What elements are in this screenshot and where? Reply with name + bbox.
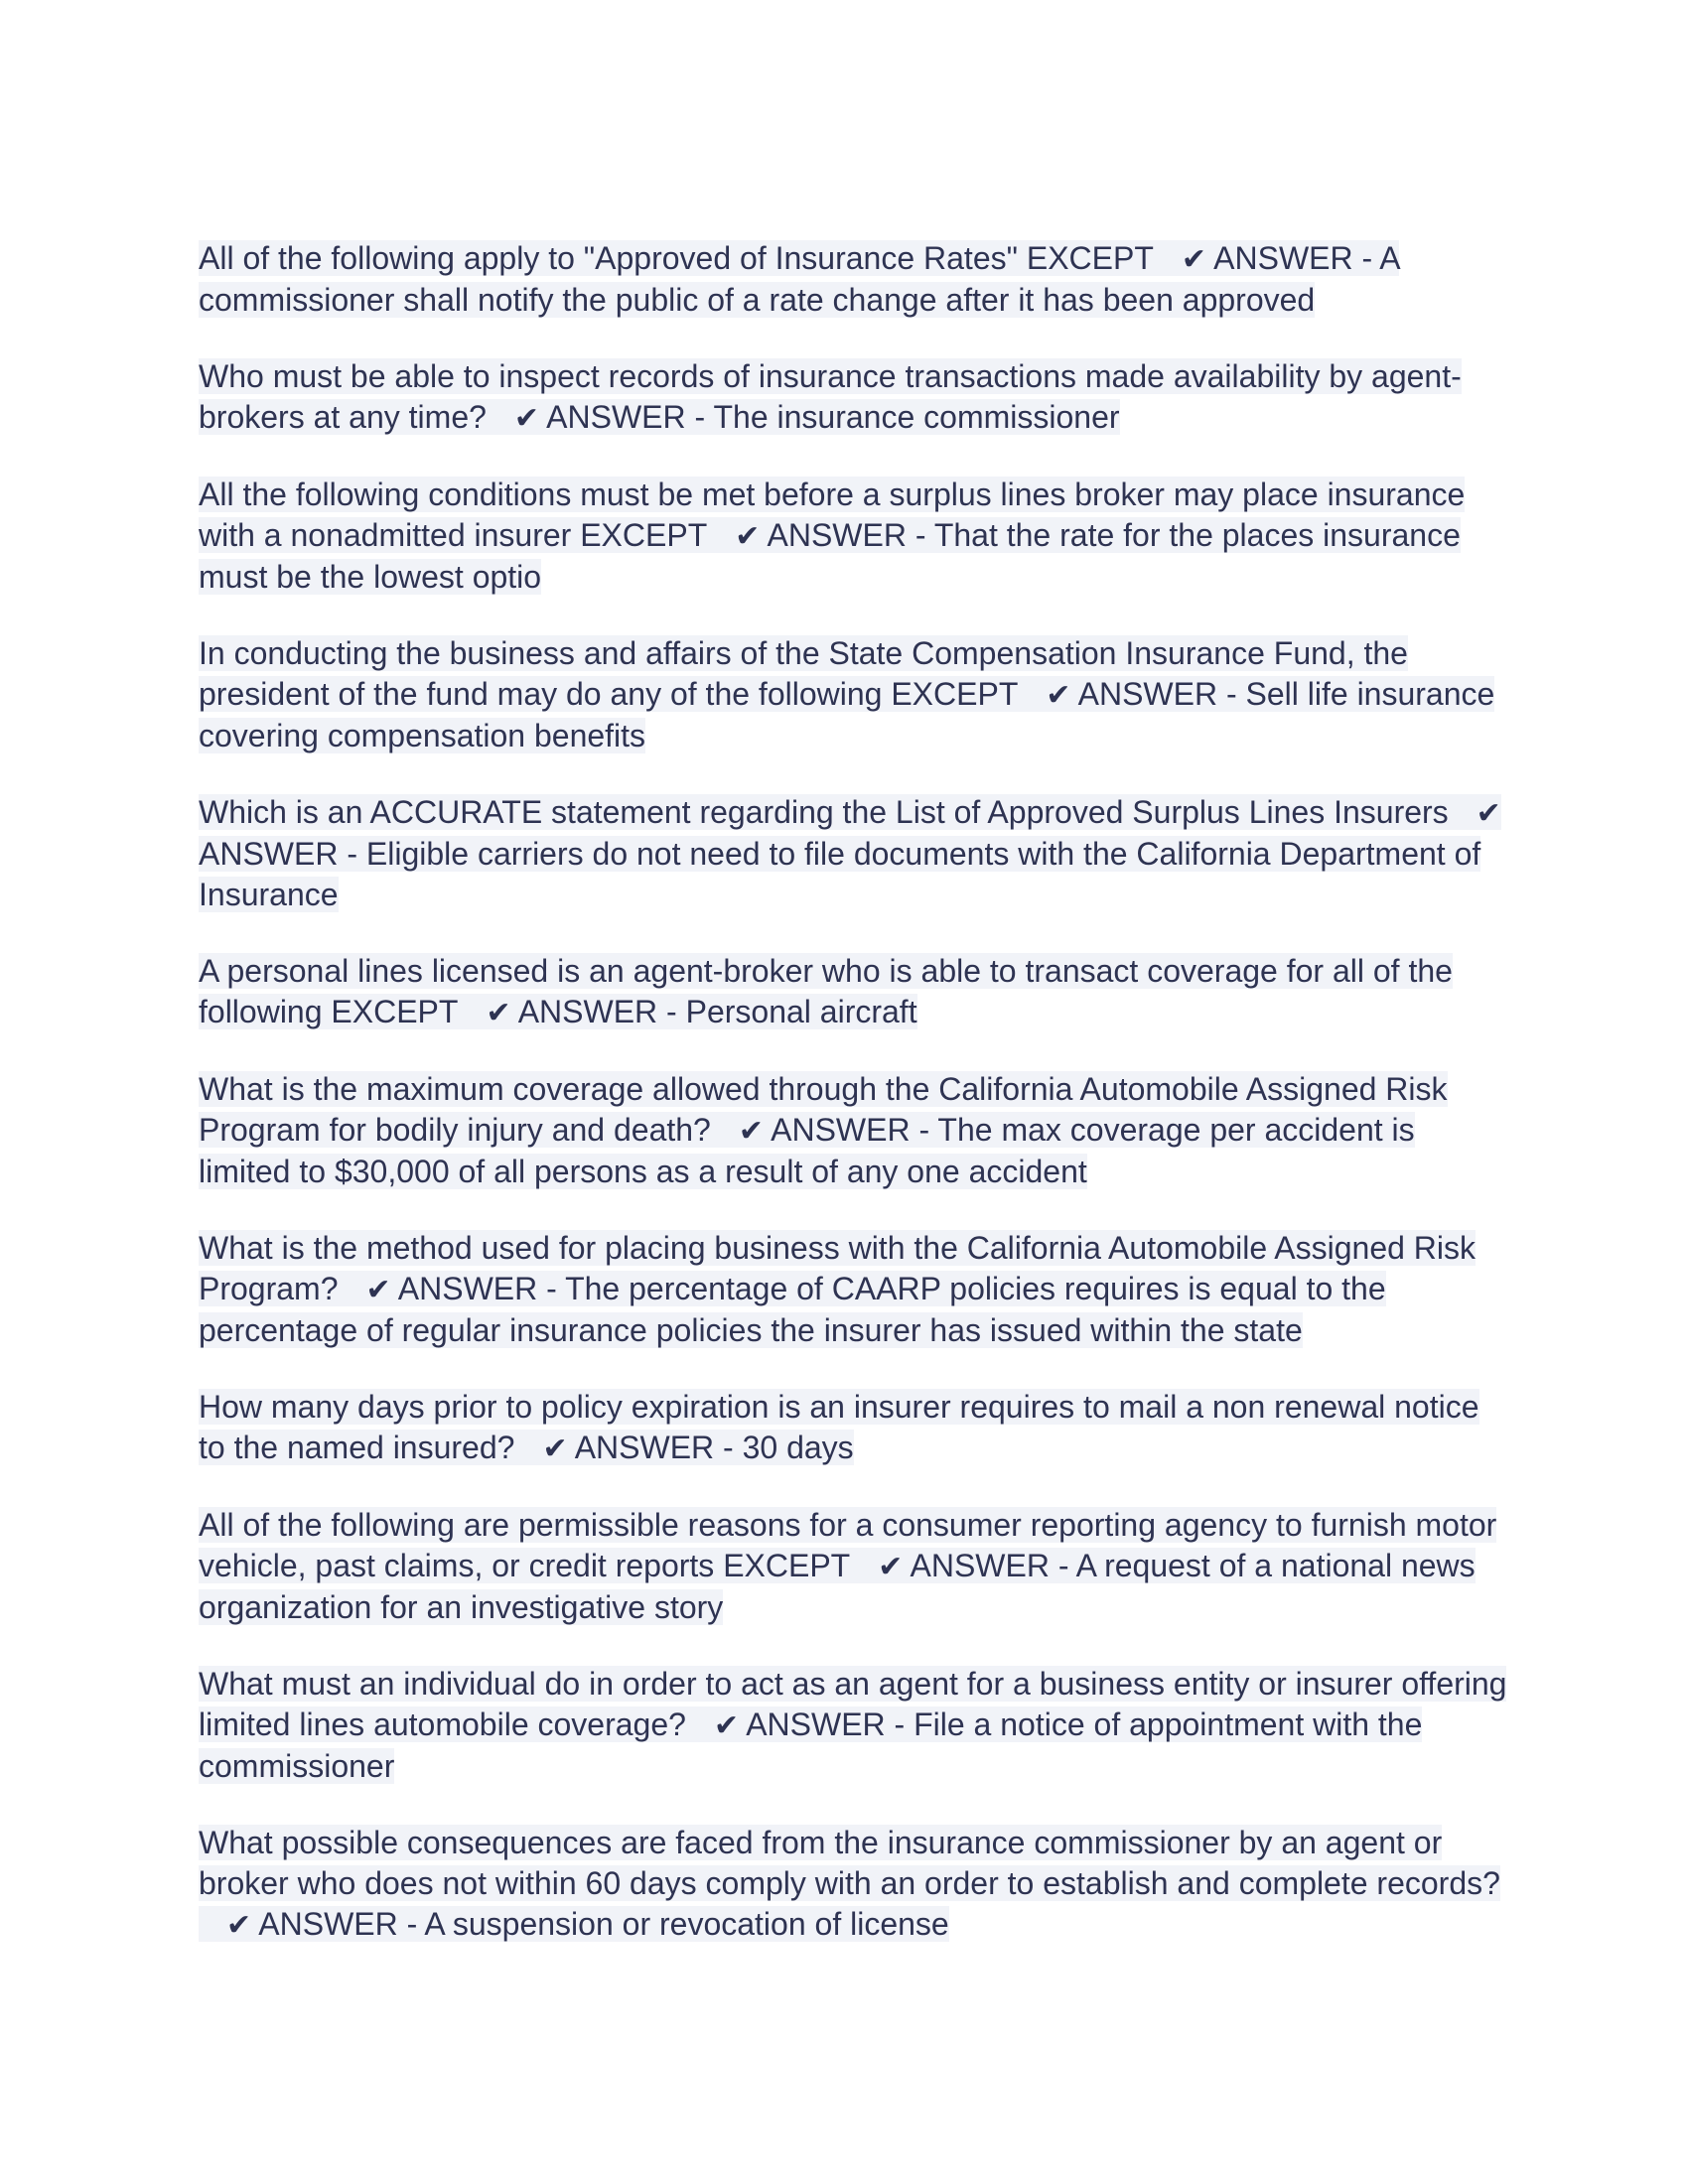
checkmark-icon: ✔ bbox=[713, 1708, 740, 1743]
answer-text: A request of a national news organization for an investigative story bbox=[199, 1548, 1476, 1625]
answer-prefix: ANSWER - bbox=[767, 517, 926, 553]
qa-text bbox=[199, 240, 1399, 318]
qa-item bbox=[199, 1664, 1509, 1787]
qa-item bbox=[199, 238, 1509, 321]
qa-item bbox=[199, 1069, 1509, 1192]
checkmark-icon: ✔ bbox=[738, 1114, 764, 1149]
checkmark-icon: ✔ bbox=[878, 1550, 904, 1584]
qa-text bbox=[199, 1825, 1500, 1942]
answer-text: The max coverage per accident is limited to $30,000 of all persons as a result of any one accident bbox=[199, 1112, 1415, 1189]
answer-text: Personal aircraft bbox=[685, 994, 917, 1029]
question-text: Who must be able to inspect records of insurance transactions made availability by agent-brokers at any time? bbox=[199, 358, 1462, 435]
question-text: All of the following are permissible reasons for a consumer reporting agency to furnish motor vehicle, past claims, or credit reports EXCEPT bbox=[199, 1507, 1497, 1583]
answer-text: The percentage of CAARP policies requires is equal to the percentage of regular insurance policies the insurer has issued within the state bbox=[199, 1271, 1386, 1348]
answer-text: Sell life insurance covering compensation benefits bbox=[199, 676, 1495, 753]
answer-prefix: ANSWER - bbox=[517, 994, 677, 1029]
checkmark-icon: ✔ bbox=[735, 519, 761, 554]
qa-text bbox=[199, 635, 1494, 753]
answer-text: Eligible carriers do not need to file documents with the California Department of Insurance bbox=[199, 836, 1481, 912]
checkmark-icon: ✔ bbox=[1476, 796, 1501, 831]
qa-item bbox=[199, 1823, 1509, 1946]
qa-text bbox=[199, 1389, 1479, 1465]
question-text: All of the following apply to "Approved of Insurance Rates" EXCEPT bbox=[199, 240, 1154, 276]
qa-item bbox=[199, 1228, 1509, 1351]
checkmark-icon: ✔ bbox=[513, 401, 540, 436]
checkmark-icon: ✔ bbox=[1181, 242, 1207, 277]
qa-text bbox=[199, 953, 1453, 1029]
question-text: Which is an ACCURATE statement regarding the List of Approved Surplus Lines Insurers bbox=[199, 794, 1449, 830]
question-text: In conducting the business and affairs of the State Compensation Insurance Fund, the president of the fund may do any of the following EXCEPT bbox=[199, 635, 1408, 712]
qa-text bbox=[199, 1507, 1496, 1625]
answer-text: 30 days bbox=[742, 1430, 854, 1465]
checkmark-icon: ✔ bbox=[542, 1432, 568, 1466]
checkmark-icon: ✔ bbox=[1046, 678, 1071, 713]
answer-text: A commissioner shall notify the public of a rate change after it has been approved bbox=[199, 240, 1399, 318]
answer-text: A suspension or revocation of license bbox=[424, 1906, 949, 1942]
checkmark-icon: ✔ bbox=[486, 996, 511, 1030]
qa-text bbox=[199, 1666, 1506, 1784]
answer-prefix: ANSWER - bbox=[546, 399, 706, 435]
answer-prefix: ANSWER - bbox=[199, 836, 357, 872]
qa-item bbox=[199, 633, 1509, 756]
answer-text: The insurance commissioner bbox=[713, 399, 1120, 435]
qa-item bbox=[199, 356, 1509, 439]
question-text: What is the method used for placing business with the California Automobile Assigned Risk Program? bbox=[199, 1230, 1477, 1306]
answer-prefix: ANSWER - bbox=[574, 1430, 734, 1465]
checkmark-icon: ✔ bbox=[365, 1273, 391, 1307]
question-text: What is the maximum coverage allowed through the California Automobile Assigned Risk Program for bodily injury and death? bbox=[199, 1071, 1448, 1148]
question-text: What possible consequences are faced from the insurance commissioner by an agent or broker who does not within 60 days comply with an order to establish and complete records? bbox=[199, 1825, 1500, 1901]
qa-item bbox=[199, 475, 1509, 598]
qa-text bbox=[199, 358, 1462, 435]
answer-text: That the rate for the places insurance must be the lowest optio bbox=[199, 517, 1461, 595]
question-text: All the following conditions must be met before a surplus lines broker may place insurance with a nonadmitted insurer EXCEPT bbox=[199, 477, 1466, 553]
answer-prefix: ANSWER - bbox=[746, 1706, 906, 1742]
answer-text: File a notice of appointment with the commissioner bbox=[199, 1706, 1423, 1784]
answer-prefix: ANSWER - bbox=[1077, 676, 1237, 712]
qa-text bbox=[199, 1230, 1476, 1348]
qa-item bbox=[199, 1387, 1509, 1469]
qa-list bbox=[199, 238, 1509, 1981]
checkmark-icon: ✔ bbox=[226, 1908, 252, 1943]
answer-prefix: ANSWER - bbox=[258, 1906, 418, 1942]
answer-prefix: ANSWER - bbox=[397, 1271, 557, 1306]
qa-item bbox=[199, 792, 1509, 915]
question-text: A personal lines licensed is an agent-broker who is able to transact coverage for all of the following EXCEPT bbox=[199, 953, 1453, 1029]
question-text: How many days prior to policy expiration is an insurer requires to mail a non renewal notice to the named insured? bbox=[199, 1389, 1479, 1465]
question-text: What must an individual do in order to act as an agent for a business entity or insurer offering limited lines automobile coverage? bbox=[199, 1666, 1507, 1742]
qa-text bbox=[199, 1071, 1448, 1189]
qa-text bbox=[199, 794, 1501, 912]
answer-prefix: ANSWER - bbox=[1213, 240, 1373, 276]
answer-prefix: ANSWER - bbox=[771, 1112, 930, 1148]
qa-item bbox=[199, 1505, 1509, 1628]
answer-prefix: ANSWER - bbox=[910, 1548, 1069, 1583]
qa-item bbox=[199, 951, 1509, 1033]
qa-text bbox=[199, 477, 1465, 595]
